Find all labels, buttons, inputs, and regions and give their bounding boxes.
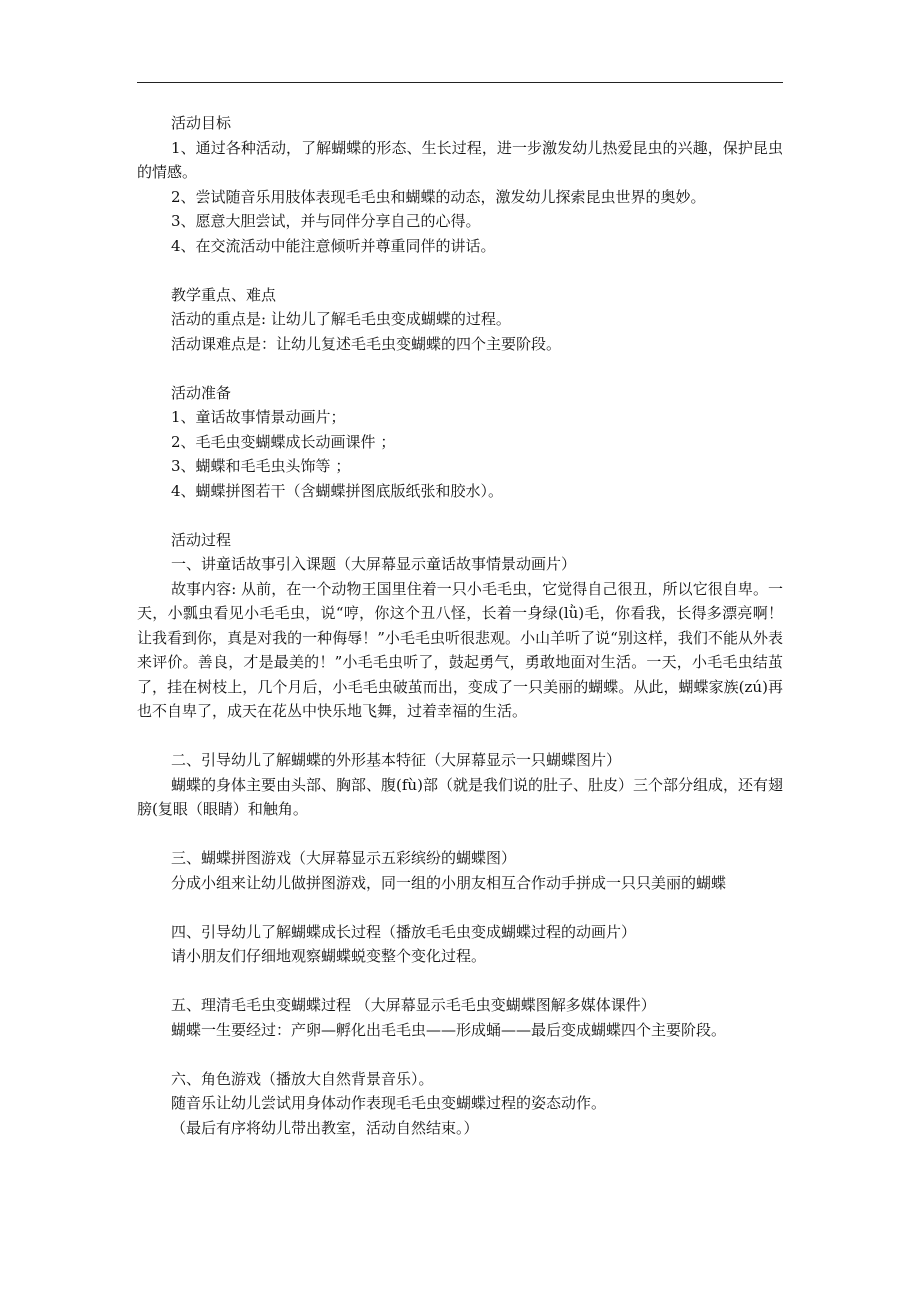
step-body: 蝴蝶一生要经过：产卵—孵化出毛毛虫——形成蛹——最后变成蝴蝶四个主要阶段。 <box>171 1020 727 1039</box>
step-body: 蝴蝶的身体主要由头部、胸部、腹(fù)部（就是我们说的肚子、肚皮）三个部分组成，还有翅膀(复眼（眼睛）和触角。 <box>137 775 783 818</box>
step-body: 请小朋友们仔细地观察蝴蝶蜕变整个变化过程。 <box>171 947 487 965</box>
section-heading: 活动准备 <box>171 383 232 402</box>
objective-item: 1、通过各种活动，了解蝴蝶的形态、生长过程，进一步激发幼儿热爱昆虫的兴趣，保护昆虫的情感。 <box>137 138 783 181</box>
process-step-5 <box>137 993 783 1042</box>
step-title: 六、角色游戏（播放大自然背景音乐）。 <box>171 1069 434 1088</box>
process-step-3 <box>137 846 783 895</box>
step-title: 四、引导幼儿了解蝴蝶成长过程（播放毛毛虫变成蝴蝶过程的动画片） <box>171 922 637 941</box>
header-rule <box>137 82 783 83</box>
process-step-1 <box>137 528 783 724</box>
section-heading: 活动目标 <box>171 114 232 132</box>
key-point-item: 活动课难点是：让幼儿复述毛毛虫变蝴蝶的四个主要阶段。 <box>171 334 562 353</box>
objective-item: 3、愿意大胆尝试，并与同伴分享自己的心得。 <box>171 212 481 230</box>
step-body: 随音乐让幼儿尝试用身体动作表现毛毛虫变蝴蝶过程的姿态动作。 <box>171 1094 607 1112</box>
document-body <box>137 111 783 1165</box>
key-point-item: 活动的重点是: 让幼儿了解毛毛虫变成蝴蝶的过程。 <box>171 310 511 328</box>
objectives-section <box>137 111 783 258</box>
section-heading: 活动过程 <box>171 530 232 549</box>
step-title: 一、讲童话故事引入课题（大屏幕显示童话故事情景动画片） <box>171 555 577 573</box>
step-title: 二、引导幼儿了解蝴蝶的外形基本特征（大屏幕显示一只蝴蝶图片） <box>171 751 622 769</box>
step-title: 五、理清毛毛虫变蝴蝶过程 （大屏幕显示毛毛虫变蝴蝶图解多媒体课件） <box>171 996 656 1014</box>
preparation-item: 2、毛毛虫变蝴蝶成长动画课件 ； <box>171 432 396 451</box>
preparation-item: 4、蝴蝶拼图若干（含蝴蝶拼图底版纸张和胶水）。 <box>171 481 504 500</box>
objective-item: 4、在交流活动中能注意倾听并尊重同伴的讲话。 <box>171 236 496 255</box>
closing-note: （最后有序将幼儿带出教室，活动自然结束。） <box>171 1118 479 1137</box>
step-title: 三、蝴蝶拼图游戏（大屏幕显示五彩缤纷的蝴蝶图） <box>171 849 517 867</box>
objective-item: 2、尝试随音乐用肢体表现毛毛虫和蝴蝶的动态，激发幼儿探索昆虫世界的奥妙。 <box>171 187 706 206</box>
section-heading: 教学重点、难点 <box>171 285 277 304</box>
preparation-item: 3、蝴蝶和毛毛虫头饰等 ； <box>171 457 351 475</box>
preparation-item: 1、童话故事情景动画片； <box>171 408 346 426</box>
step-body: 分成小组来让幼儿做拼图游戏，同一组的小朋友相互合作动手拼成一只只美丽的蝴蝶 <box>171 873 727 892</box>
process-step-2 <box>137 748 783 822</box>
key-points-section <box>137 283 783 357</box>
preparation-section <box>137 381 783 504</box>
story-paragraph: 故事内容: 从前，在一个动物王国里住着一只小毛毛虫，它觉得自己很丑，所以它很自卑。一天，小瓢虫看见小毛毛虫，说“哼，你这个丑八怪，长着一身绿(lǜ)毛，你看我，长得多漂亮啊！让我看到你，真是对我的一种侮辱！”小毛毛虫听很悲观。小山羊听了说“别这样，我们不能从外表来评价。善良，才是最美的！”小毛毛虫听了，鼓起勇气，勇敢地面对生活。一天，小毛毛虫结茧了，挂在树枝上，几个月后，小毛毛虫破茧而出，变成了一只美丽的蝴蝶。从此，蝴蝶家族(zú)再也不自卑了，成天在花丛中快乐地飞舞，过着幸福的生活。 <box>137 579 783 720</box>
process-step-4 <box>137 920 783 969</box>
process-step-6 <box>137 1067 783 1141</box>
